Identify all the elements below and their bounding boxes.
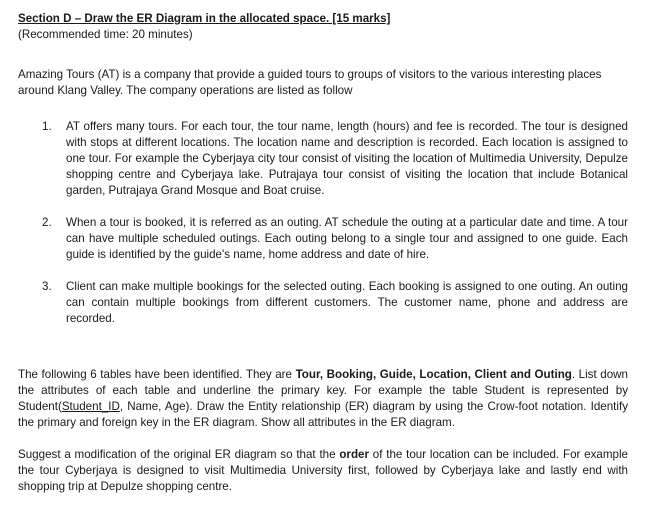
modification-text-2: of the tour location can be included. For example the tour Cyberjaya is designed to visit Multimedia University first, followed by Cyberjaya lake and lastly end with shopping trip at Depulze shopping centre. <box>18 448 628 493</box>
primary-key-example: Student_ID <box>61 400 120 413</box>
list-item-number: 2. <box>42 216 52 229</box>
list-item-number: 1. <box>42 120 52 133</box>
tables-text-1: The following 6 tables have been identified. They are <box>18 368 296 381</box>
order-bold: order <box>339 448 369 461</box>
list-item-text: When a tour is booked, it is referred as an outing. AT schedule the outing at a particular date and time. A tour can have multiple scheduled outings. Each outing belong to a single tour and assigned to one guide. Each guide is identified by the guide's name, home address and date of hire. <box>66 216 628 261</box>
list-item-number: 3. <box>42 280 52 293</box>
list-item <box>18 215 628 263</box>
recommended-time: (Recommended time: 20 minutes) <box>18 28 193 41</box>
tables-paragraph <box>18 367 628 431</box>
list-item <box>18 279 628 327</box>
document-page <box>18 11 628 511</box>
intro-paragraph: Amazing Tours (AT) is a company that provide a guided tours to groups of visitors to the various interesting places around Klang Valley. The company operations are listed as follow <box>18 68 602 97</box>
tables-list-bold: Tour, Booking, Guide, Location, Client and Outing <box>295 368 572 381</box>
tables-text-3: , Name, Age). Draw the Entity relationship (ER) diagram by using the Crow-foot notation. Identify the primary and foreign key in the ER diagram. Show all attributes in the ER diagram. <box>18 400 628 429</box>
modification-paragraph <box>18 447 628 495</box>
list-item-text: AT offers many tours. For each tour, the tour name, length (hours) and fee is recorded. The tour is designed with stops at different locations. The location name and description is recorded. Each location is assigned to one tour. For example the Cyberjaya city tour consist of visiting the location of Multimedia University, Depulze shopping centre and Cyberjaya lake. Putrajaya tour consist of visiting the location that include Botanical garden, Putrajaya Grand Mosque and Boat cruise. <box>66 120 628 197</box>
list-item-text: Client can make multiple bookings for the selected outing. Each booking is assigned to one outing. An outing can contain multiple bookings from different customers. The customer name, phone and address are recorded. <box>66 280 628 325</box>
section-heading: Section D – Draw the ER Diagram in the allocated space. [15 marks] <box>18 12 391 25</box>
modification-text-1: Suggest a modification of the original ER diagram so that the <box>18 448 340 461</box>
list-item <box>18 119 628 199</box>
operations-list <box>18 119 628 327</box>
tables-text-2: . List down the attributes of each table and underline the primary key. For example the table Student is represented by Student( <box>18 368 628 413</box>
